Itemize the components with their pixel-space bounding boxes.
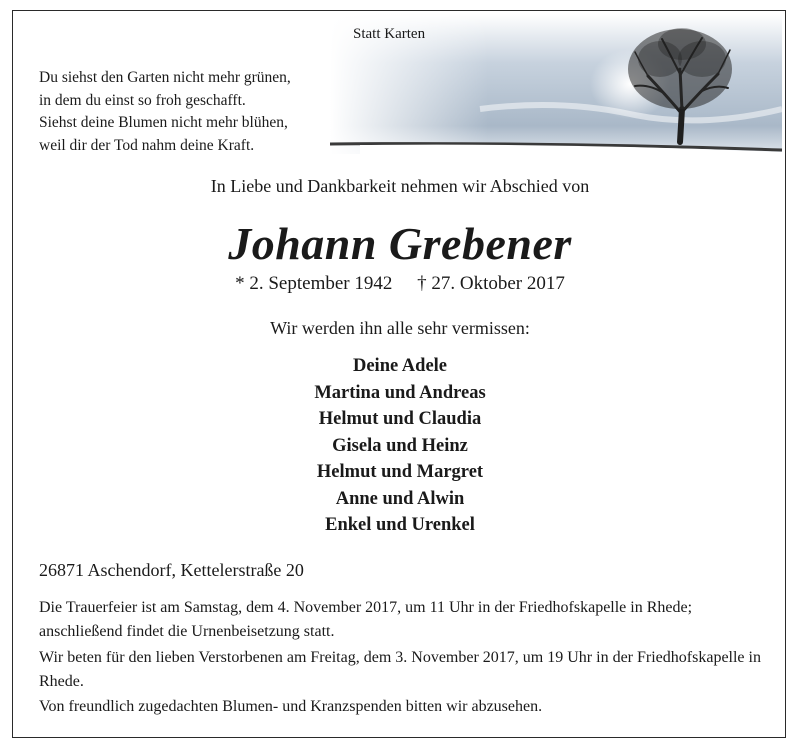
family-list [0,353,800,539]
family-member: Gisela und Heinz [332,435,468,456]
poem-line: weil dir der Tod nahm deine Kraft. [39,136,255,154]
family-member: Enkel und Urenkel [325,515,475,535]
family-member: Helmut und Margret [316,462,484,482]
poem-line: Du siehst den Garten nicht mehr grünen, [39,69,291,86]
prayer-info: Wir beten für den lieben Verstorbenen am Freitag, dem 3. November 2017, um 19 Uhr in der Friedhofskapelle in Rhede. [39,649,761,690]
family-member: Martina und Andreas [314,382,486,403]
birth-date: * 2. September 1942 [235,273,393,294]
deceased-name: Johann Grebener [228,218,572,269]
poem-line: Siehst deine Blumen nicht mehr blühen, [39,114,288,131]
miss-line: Wir werden ihn alle sehr vermissen: [270,318,530,338]
family-member: Helmut und Claudia [318,409,482,429]
statt-karten-label: Statt Karten [353,26,426,42]
death-date: † 27. Oktober 2017 [417,273,565,294]
funeral-info: Die Trauerfeier ist am Samstag, dem 4. November 2017, um 11 Uhr in der Friedhofskapelle in Rhede; anschließend findet die Urnenbeisetzung statt. [39,599,693,640]
intro-line: In Liebe und Dankbarkeit nehmen wir Abschied von [210,176,590,196]
poem [39,67,291,157]
family-member: Anne und Alwin [335,488,465,509]
life-dates [0,273,800,295]
flowers-note: Von freundlich zugedachten Blumen- und Kranzspenden bitten wir abzusehen. [39,698,543,715]
address: 26871 Aschendorf, Kettelerstraße 20 [39,560,304,580]
family-member: Deine Adele [352,356,448,376]
poem-line: in dem du einst so froh geschafft. [39,91,246,109]
